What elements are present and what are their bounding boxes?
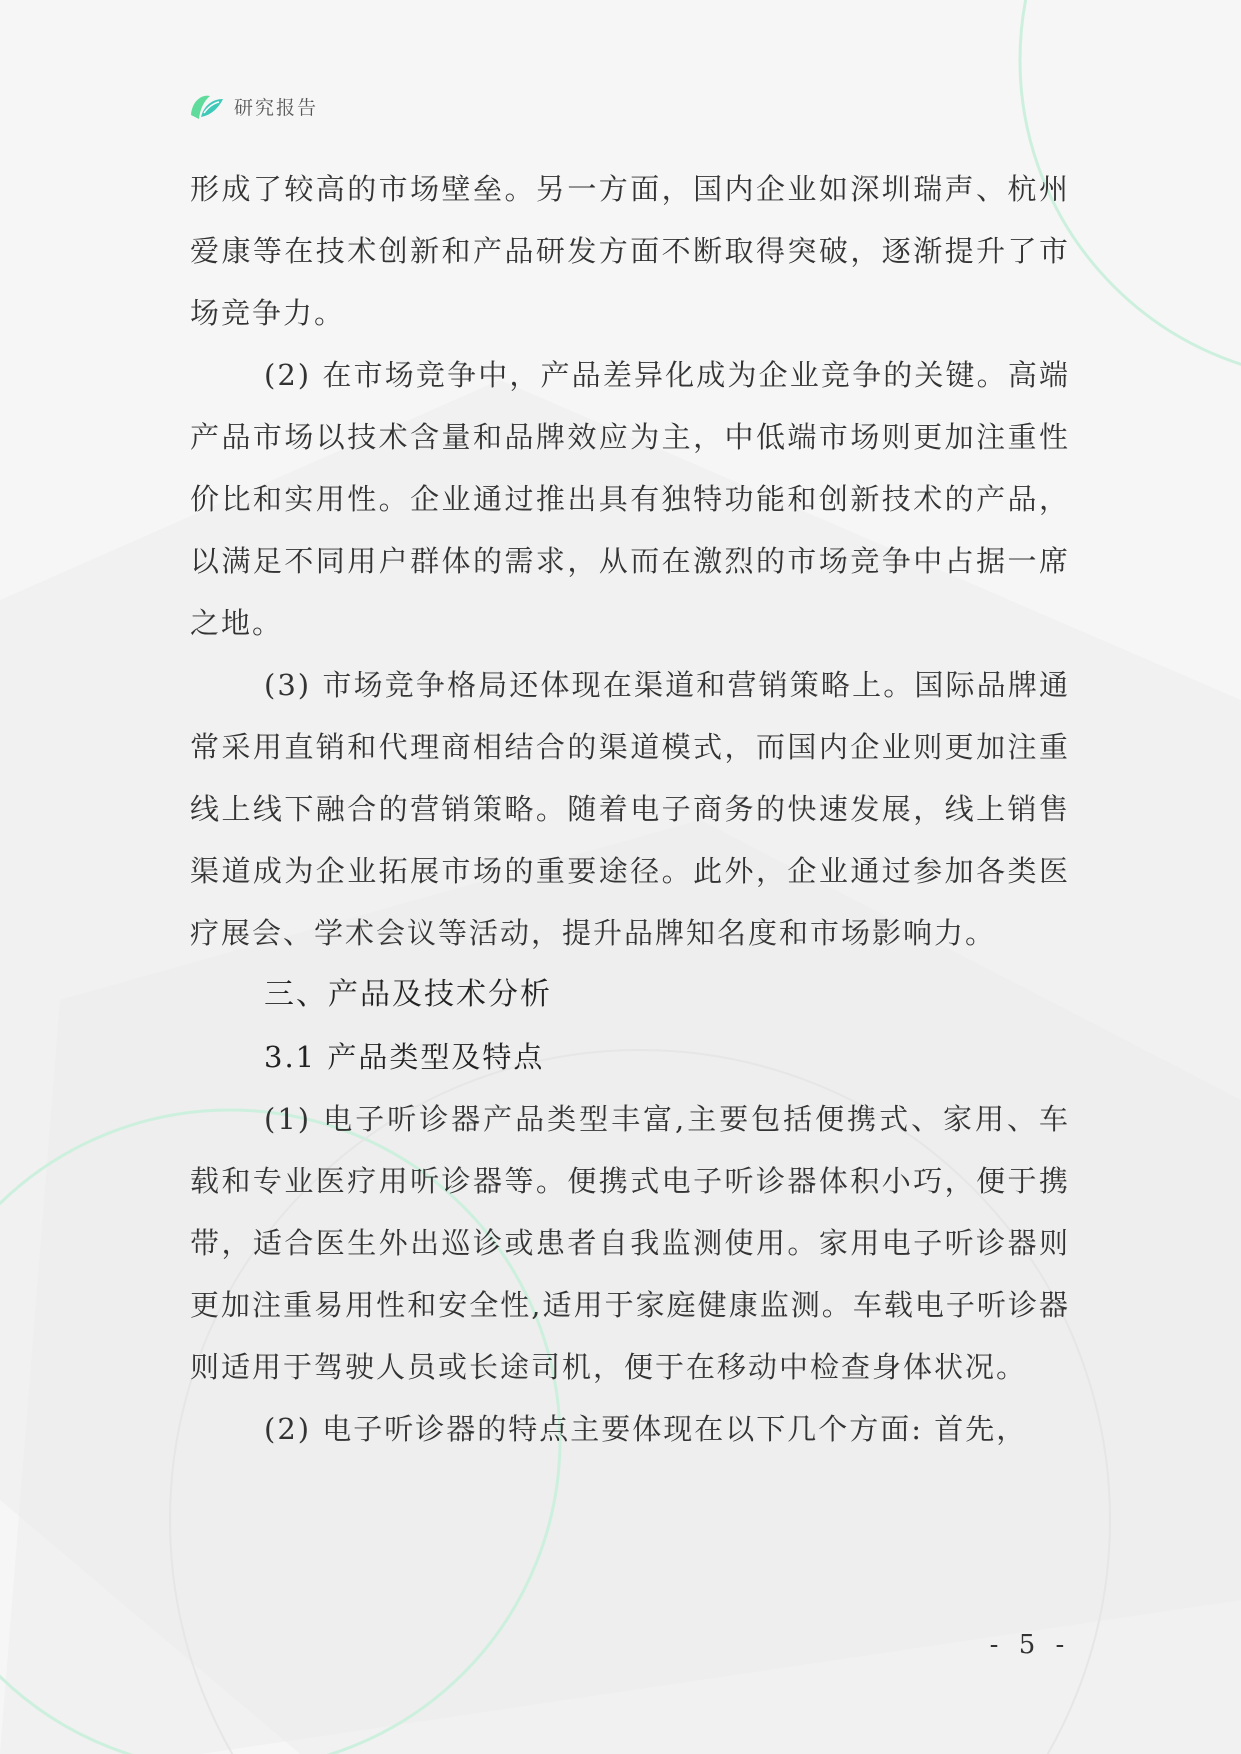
body-paragraph-product-features: (2) 电子听诊器的特点主要体现在以下几个方面: 首先，: [264, 1412, 1028, 1446]
page-number: - 5 -: [989, 1630, 1071, 1660]
report-header: [188, 86, 318, 126]
subsection-heading: 3.1 产品类型及特点: [264, 1040, 545, 1074]
body-paragraph-continued: 形成了较高的市场壁垒。另一方面，国内企业如深圳瑞声、杭州爱康等在技术创新和产品研发方面不断取得突破，逐渐提升了市场竞争力。: [190, 172, 1070, 330]
body-paragraph-competition-2: (2) 在市场竞争中，产品差异化成为企业竞争的关键。高端产品市场以技术含量和品牌效应为主，中低端市场则更加注重性价比和实用性。企业通过推出具有独特功能和创新技术的产品，以满足不同用户群体的需求，从而在激烈的市场竞争中占据一席之地。: [190, 358, 1070, 640]
header-title: 研究报告: [234, 96, 319, 119]
body-paragraph-competition-3: (3) 市场竞争格局还体现在渠道和营销策略上。国际品牌通常采用直销和代理商相结合的渠道模式，而国内企业则更加注重线上线下融合的营销策略。随着电子商务的快速发展，线上销售渠道成为企业拓展市场的重要途径。此外，企业通过参加各类医疗展会、学术会议等活动，提升品牌知名度和市场影响力。: [190, 668, 1070, 950]
document-body: [190, 158, 1070, 1460]
leaf-logo-icon: [188, 89, 226, 123]
section-heading: 三、产品及技术分析: [264, 977, 552, 1012]
body-paragraph-product-types: (1) 电子听诊器产品类型丰富,主要包括便携式、家用、车载和专业医疗用听诊器等。便携式电子听诊器体积小巧，便于携带，适合医生外出巡诊或患者自我监测使用。家用电子听诊器则更加注重易用性和安全性,适用于家庭健康监测。车载电子听诊器则适用于驾驶人员或长途司机，便于在移动中检查身体状况。: [190, 1102, 1070, 1384]
